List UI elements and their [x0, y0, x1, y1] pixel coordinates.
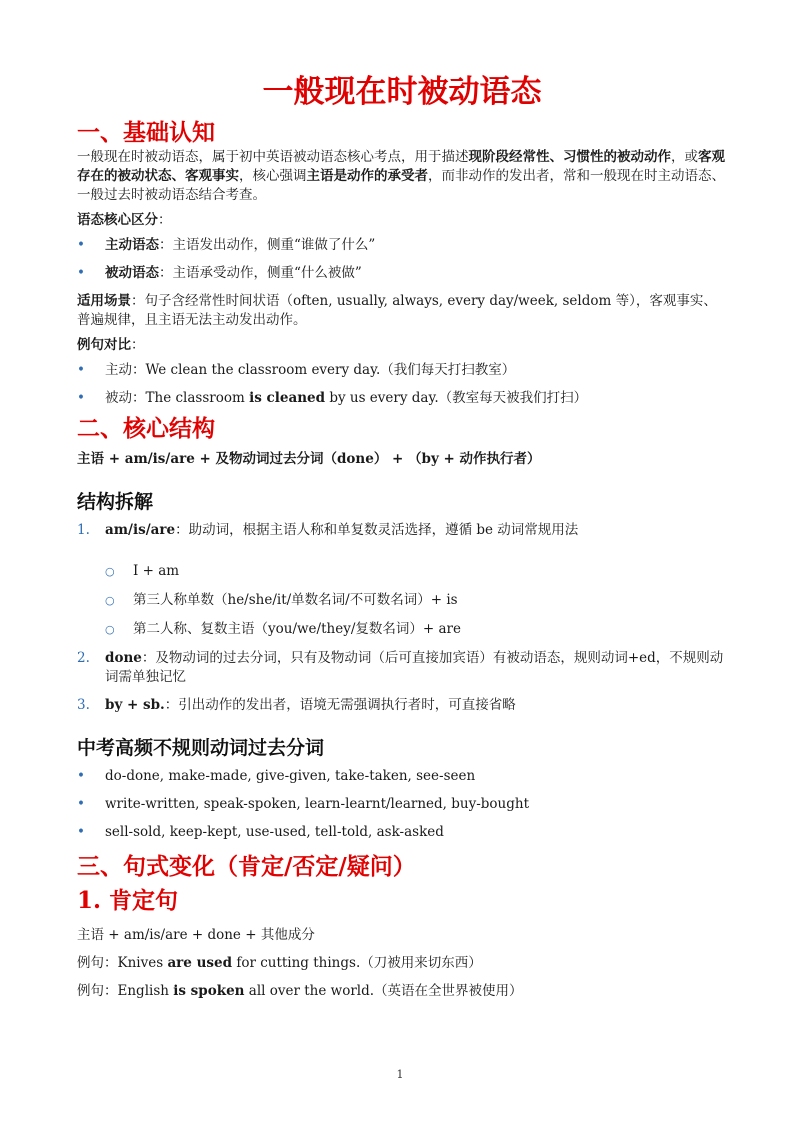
list-item-active-voice: • 主动语态：主语发出动作，侧重“谁做了什么”	[77, 237, 376, 253]
list-item-done: 2. done：及物动词的过去分词，只有及物动词（后可直接加宾语）有被动语态，规则动词+ed，不规则动词需单独记忆	[77, 650, 724, 685]
list-item-example-active	[77, 361, 727, 380]
list-item-by-sb: 3. by + sb.：引出动作的发出者，语境无需强调执行者时，可直接省略	[77, 697, 516, 713]
body-text: 被动：The classroom	[105, 390, 250, 406]
irregular-heading: 中考高频不规则动词过去分词	[77, 737, 325, 759]
affirmative-formula: 主语 + am/is/are + done + 其他成分	[77, 927, 315, 943]
structure-formula: 主语 + am/is/are + 及物动词过去分词（done） + （by + 动作执行者）	[77, 451, 541, 467]
body-text: by us every day.（教室每天被我们打扫）	[325, 390, 588, 406]
sub-heading-affirmative: 1. 肯定句	[77, 887, 179, 914]
intro-paragraph	[77, 148, 727, 205]
sub-item-third-person: ○ 第三人称单数（he/she/it/单数名词/不可数名词）+ is	[105, 592, 458, 608]
body-text: 例句：English	[77, 983, 174, 999]
section-heading-sentence-types: 三、句式变化（肯定/否定/疑问）	[77, 853, 416, 880]
breakdown-heading: 结构拆解	[77, 491, 154, 513]
document-title: 一般现在时被动语态	[262, 74, 542, 110]
body-text: ，或	[671, 149, 698, 165]
voice-label: 语态核心区分：	[77, 212, 172, 228]
sub-item-plural: ○ 第二人称、复数主语（you/we/they/复数名词）+ are	[105, 621, 461, 637]
emphasis-text: 现阶段经常性、习惯性的被动动作	[468, 149, 671, 165]
body-text: all over the world.（英语在全世界被使用）	[244, 983, 523, 999]
emphasis-text: are used	[167, 955, 233, 971]
sub-item-first-person: ○ I + am	[105, 563, 180, 579]
emphasis-text: is spoken	[173, 983, 245, 999]
document-page	[77, 70, 727, 1001]
body-text: ，而非动作的发出者，常和一般现在时主动语态、一般过去时被动语态结合考查。	[77, 168, 725, 203]
list-item-irregular: • write-written, speak-spoken, learn-learnt/learned, buy-bought	[77, 796, 530, 812]
body-text: 主动：We clean the classroom every day.（我们每天打扫教室）	[105, 362, 516, 378]
emphasis-text: 客观存在的被动状态、客观事实	[77, 149, 725, 184]
emphasis-text: 主语是动作的承受者	[306, 168, 428, 184]
scope-paragraph: 适用场景：句子含经常性时间状语（often, usually, always, every day/week, seldom 等），客观事实、普遍规律，且主语无法主动发出动作。	[77, 293, 717, 328]
page-number: 1	[396, 1068, 404, 1081]
list-item-irregular: • do-done, make-made, give-given, take-taken, see-seen	[77, 768, 476, 784]
list-item-irregular: • sell-sold, keep-kept, use-used, tell-told, ask-asked	[77, 824, 444, 840]
example-label: 例句对比：	[77, 337, 145, 353]
list-item-passive-voice: • 被动语态：主语承受动作，侧重“什么被做”	[77, 265, 362, 281]
bullet-marker: •	[77, 390, 85, 406]
affirmative-example	[77, 982, 727, 1001]
section-heading-structure: 二、核心结构	[77, 415, 215, 442]
list-item-example-passive	[77, 389, 727, 408]
section-heading-basics: 一、基础认知	[77, 119, 215, 146]
list-item-be-verb: 1. am/is/are：助动词，根据主语人称和单复数灵活选择，遵循 be 动词常规用法	[77, 522, 579, 538]
bullet-marker: •	[77, 362, 85, 378]
body-text: ，核心强调	[239, 168, 307, 184]
emphasis-text: is cleaned	[249, 390, 326, 406]
affirmative-example	[77, 954, 727, 973]
body-text: for cutting things.（刀被用来切东西）	[232, 955, 482, 971]
body-text: 一般现在时被动语态，属于初中英语被动语态核心考点，用于描述	[77, 149, 469, 165]
body-text: 例句：Knives	[77, 955, 168, 971]
